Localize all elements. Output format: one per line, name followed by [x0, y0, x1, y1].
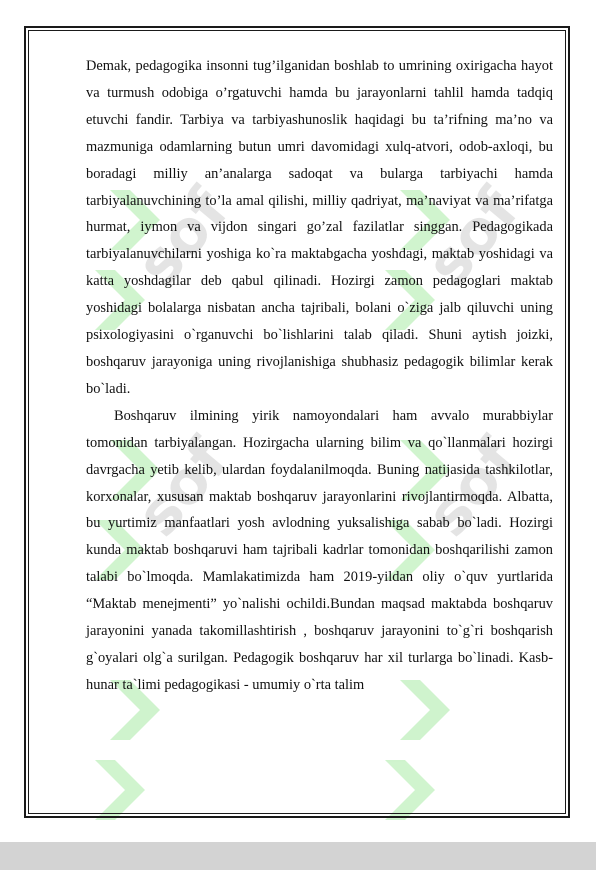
paragraph-1: Demak, pedagogika insonni tug’ilganidan boshlab to umrining oxirigacha hayot va turmush odobiga o’rgatuvchi hamda bu jarayonlarni tahlil hamda tadqiq etuvchi fandir. Tarbiya va tarbiyashunoslik haqidagi bu ta’rifning ma’no va mazmuniga odamlarning butun umri davomidagi xulq-atvori, odob-axloqi, bu boradagi milliy an’analarga sadoqat va bularga tarbiyachi hamda tarbiyalanuvchining to’la amal qilishi, milliy qadriyat, ma’naviyat va ma’rifatga hurmat, iymon va vijdon singari go’zal fazilatlar singgan. Pedagogikada tarbiyalanuvchilarni yoshiga ko`ra maktabgacha yoshdagi, maktab yoshidagi va katta yoshdagilar deb qabul qilinadi. Hozirgi zamon pedagoglari maktab yoshidagi bolalarga nisbatan ancha tajribali, bolani o`ziga jalb qiluvchi uning psixologiyasini o`rganuvchi bo`lishlarini talab qiladi. Shuni aytish joizki, boshqaruv jarayoniga uning rivojlanishiga shubhasiz pedagogik bilimlar kerak bo`ladi.	[86, 58, 553, 397]
watermark-text: sof	[122, 175, 243, 300]
watermark-text: sof	[412, 425, 533, 550]
watermark-text: sof	[122, 425, 243, 550]
watermark-text: sof	[412, 175, 533, 300]
paragraph-2: Boshqaruv ilmining yirik namoyondalari ham avvalo murabbiylar tomonidan tarbiyalangan. Hozirgacha ularning bilim va qo`llanmalari hozirgi davrgacha yetib kelib, ulardan foydalanilmoqda. Buning natijasida tashkilotlar, korxonalar, xususan maktab boshqaruv jarayonlarini rivojlantirmoqda. Albatta, bu yurtimiz manfaatlari yosh avlodning yuksalishiga sabab bo`ladi. Hozirgi kunda maktab boshqaruvi ham tajribali kadrlar tomonidan boshqarilishi zamon talabi bo`lmoqda. Mamlakatimizda ham 2019-yildan oliy o`quv yurtlarida “Maktab menejmenti” yo`nalishi ochildi.Bundan maqsad maktabda boshqaruv jarayonini yanada takomillashtirish , boshqaruv jarayonini to`g`ri boshqarish g`oyalari olg`a surilgan. Pedagogik boshqaruv har xil turlarga bo`linadi. Kasb-hunar ta`limi pedagogikasi - umumiy o`rta talim	[86, 407, 553, 693]
body-text	[86, 53, 553, 699]
